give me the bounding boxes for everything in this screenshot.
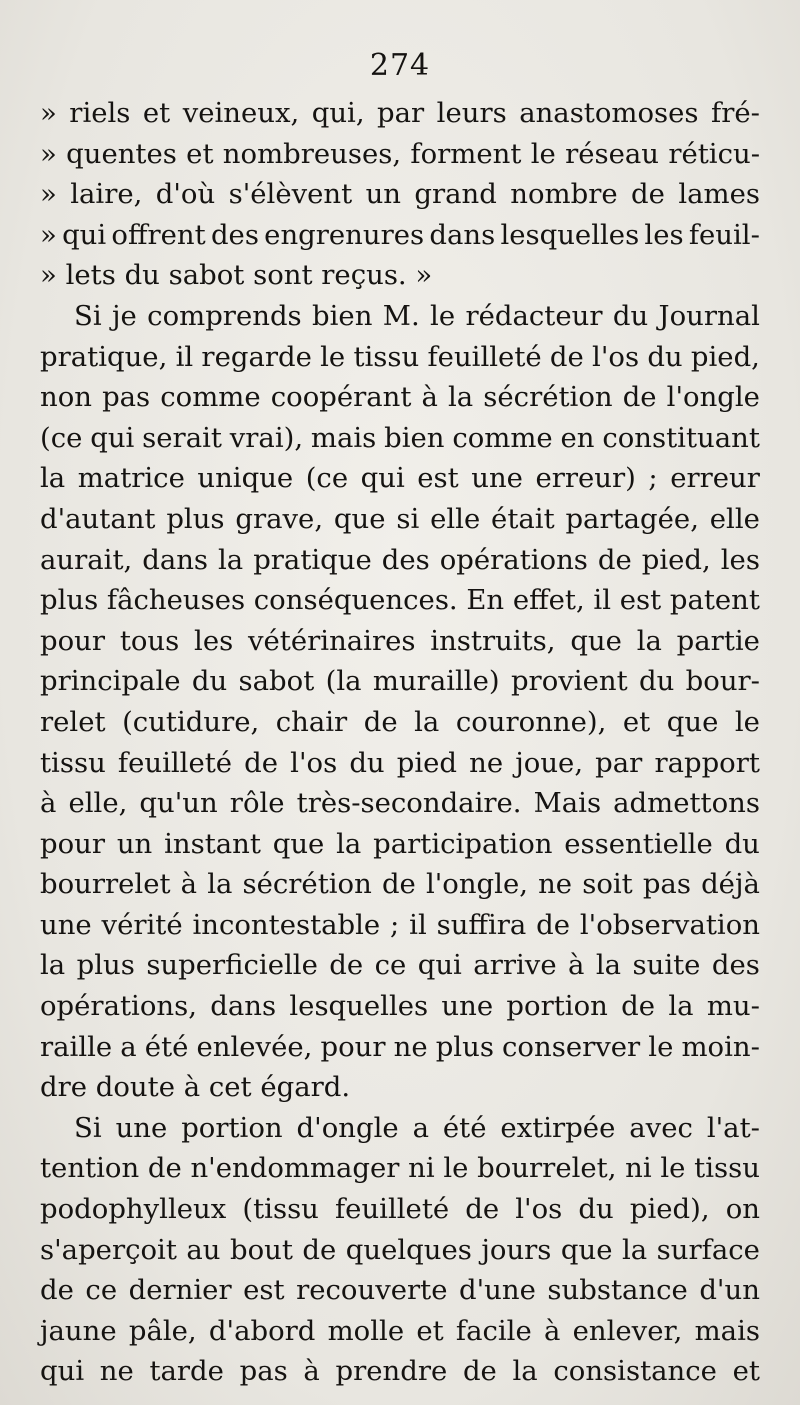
text-line: » qui offrent des engrenures dans lesquelles les feuil- — [40, 218, 760, 251]
text-line: d'autant plus grave, que si elle était partagée, elle — [40, 502, 760, 535]
text-line: pour tous les vétérinaires instruits, que la partie — [40, 624, 760, 657]
text-line: aurait, dans la pratique des opérations de pied, les — [40, 543, 760, 576]
text-line: plus fâcheuses conséquences. En effet, il est patent — [40, 584, 760, 617]
page-number: 274 — [369, 48, 431, 83]
body-text — [40, 93, 760, 1392]
text-line: jaune pâle, d'abord molle et facile à enlever, mais — [40, 1314, 760, 1347]
text-line: une vérité incontestable ; il suffira de l'observation — [40, 908, 760, 941]
text-line: à elle, qu'un rôle très-secondaire. Mais admettons — [40, 787, 760, 820]
text-line: dre doute à cet égard. — [40, 1071, 351, 1104]
text-line: pratique, il regarde le tissu feuilleté de l'os du pied, — [40, 340, 760, 373]
text-line: non pas comme coopérant à la sécrétion de l'ongle — [40, 381, 760, 414]
text-line: » quentes et nombreuses, forment le réseau réticu- — [40, 137, 760, 170]
text-line: podophylleux (tissu feuilleté de l'os du pied), on — [40, 1193, 760, 1226]
text-line: la plus superficielle de ce qui arrive à la suite des — [40, 949, 760, 982]
text-line: (ce qui serait vrai), mais bien comme en constituant — [40, 421, 760, 454]
text-line: relet (cutidure, chair de la couronne), et que le — [40, 705, 760, 738]
text-line: tissu feuilleté de l'os du pied ne joue, par rapport — [40, 746, 760, 779]
text-line: raille a été enlevée, pour ne plus conserver le moin- — [40, 1030, 760, 1063]
text-line: » laire, d'où s'élèvent un grand nombre de lames — [40, 178, 760, 211]
text-line: tention de n'endommager ni le bourrelet, ni le tissu — [40, 1152, 760, 1185]
text-line: de ce dernier est recouverte d'une substance d'un — [40, 1274, 760, 1307]
text-line: bourrelet à la sécrétion de l'ongle, ne soit pas déjà — [40, 868, 760, 901]
text-line: la matrice unique (ce qui est une erreur) ; erreur — [40, 462, 760, 495]
text-line: » lets du sabot sont reçus. » — [40, 259, 433, 292]
text-line: » riels et veineux, qui, par leurs anastomoses fré- — [40, 97, 760, 129]
text-line: Si une portion d'ongle a été extirpée avec l'at- — [74, 1111, 760, 1144]
text-line: opérations, dans lesquelles une portion de la mu- — [40, 990, 760, 1023]
text-line: s'aperçoit au bout de quelques jours que la surface — [40, 1233, 760, 1266]
text-line: principale du sabot (la muraille) provient du bour- — [40, 665, 760, 698]
text-line: qui ne tarde pas à prendre de la consistance et — [40, 1355, 760, 1388]
text-line: Si je comprends bien M. le rédacteur du Journal — [74, 299, 760, 332]
text-line: pour un instant que la participation essentielle du — [40, 827, 760, 860]
